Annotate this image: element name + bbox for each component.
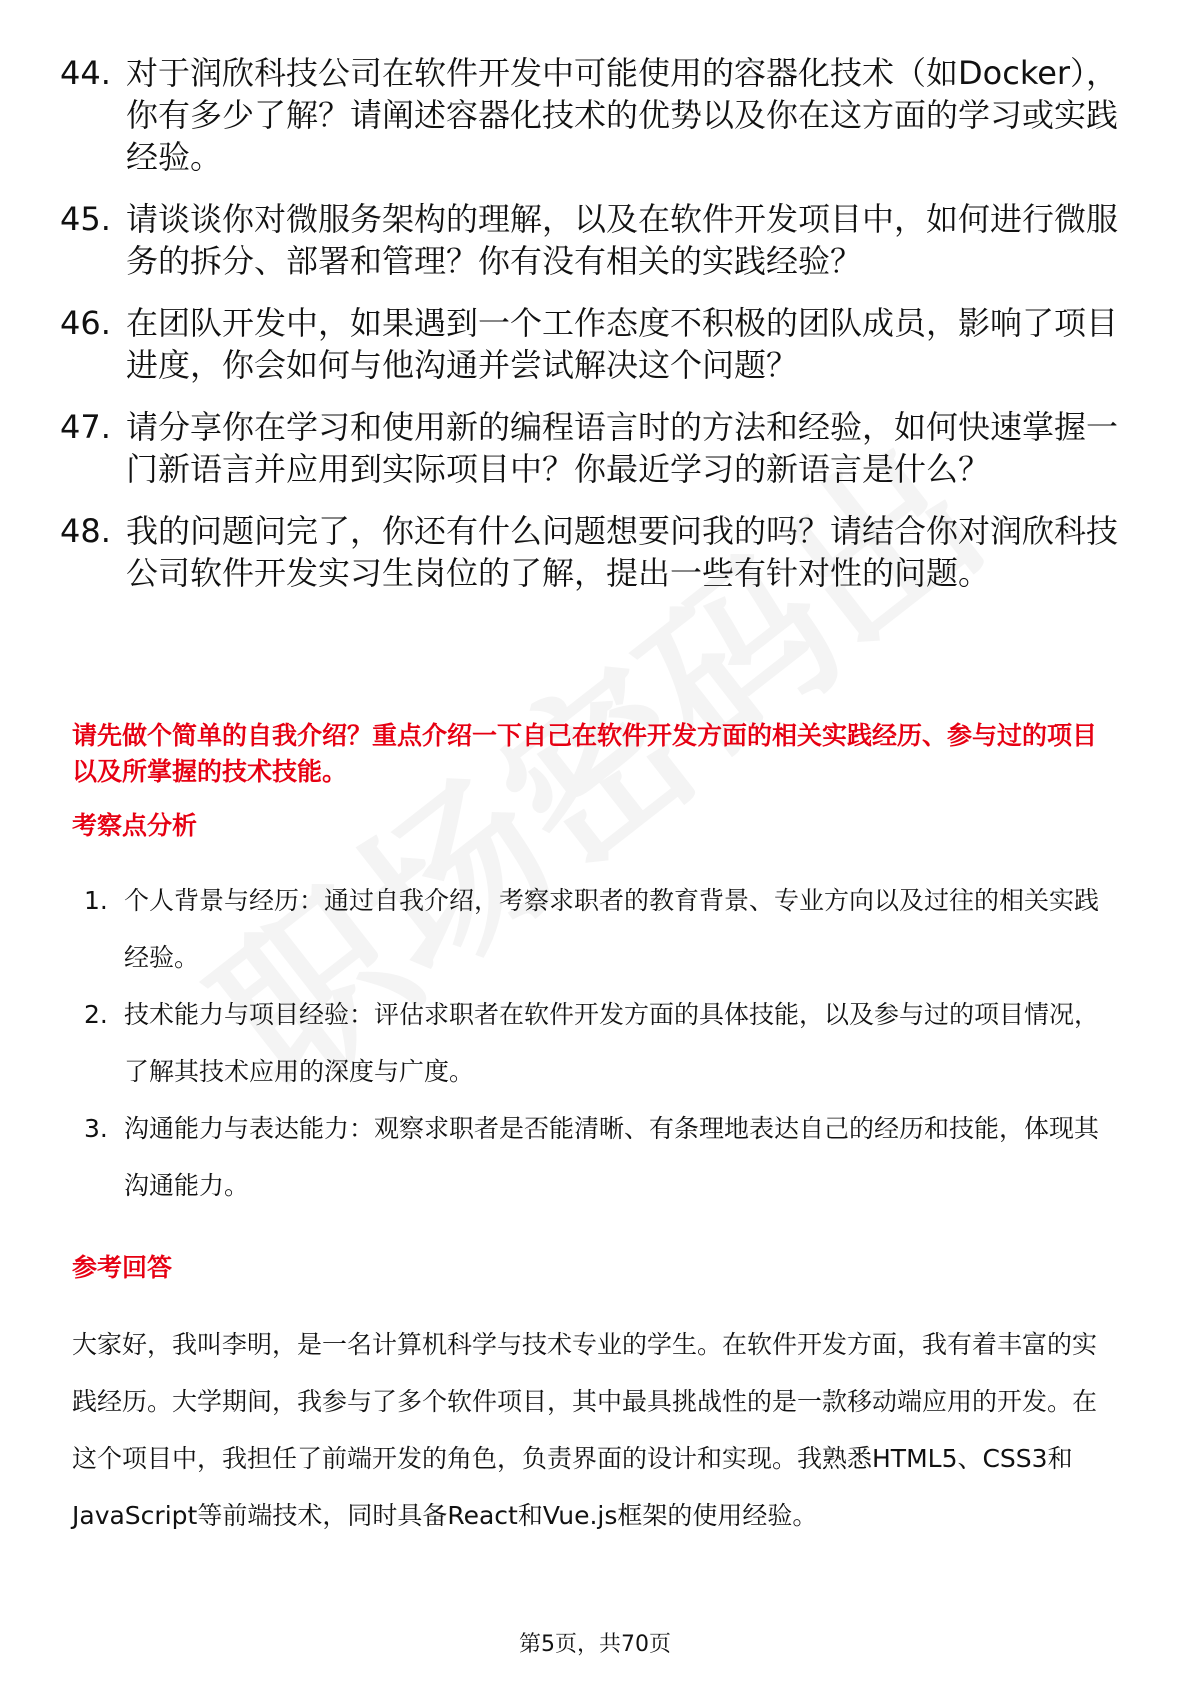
analysis-point-number: 2. <box>84 1000 108 1029</box>
analysis-point-number: 1. <box>84 886 108 915</box>
analysis-heading: 考察点分析 <box>72 811 198 840</box>
question-text: 请谈谈你对微服务架构的理解，以及在软件开发项目中，如何进行微服务的拆分、部署和管理？你有没有相关的实践经验？ <box>126 200 1119 280</box>
question-item <box>60 52 1120 178</box>
analysis-point-text: 个人背景与经历：通过自我介绍，考察求职者的教育背景、专业方向以及过往的相关实践经验。 <box>124 886 1100 972</box>
question-number: 45. <box>60 200 111 238</box>
analysis-point <box>84 1100 1120 1214</box>
question-text: 我的问题问完了，你还有什么问题想要问我的吗？请结合你对润欣科技公司软件开发实习生岗位的了解，提出一些有针对性的问题。 <box>126 512 1119 592</box>
analysis-point-text: 技术能力与项目经验：评估求职者在软件开发方面的具体技能，以及参与过的项目情况，了解其技术应用的深度与广度。 <box>124 1000 1100 1086</box>
analysis-point <box>84 872 1120 986</box>
question-text: 在团队开发中，如果遇到一个工作态度不积极的团队成员，影响了项目进度，你会如何与他沟通并尝试解决这个问题？ <box>126 304 1119 384</box>
featured-question: 请先做个简单的自我介绍？重点介绍一下自己在软件开发方面的相关实践经历、参与过的项目以及所掌握的技术技能。 <box>72 721 1098 786</box>
question-text: 请分享你在学习和使用新的编程语言时的方法和经验，如何快速掌握一门新语言并应用到实际项目中？你最近学习的新语言是什么？ <box>126 408 1119 488</box>
analysis-point-number: 3. <box>84 1114 108 1143</box>
question-number: 46. <box>60 304 111 342</box>
analysis-point-list <box>84 872 1120 1214</box>
question-number: 48. <box>60 512 111 550</box>
question-item <box>60 198 1120 282</box>
answer-heading: 参考回答 <box>72 1253 173 1282</box>
question-item <box>60 406 1120 490</box>
analysis-point <box>84 986 1120 1100</box>
question-item <box>60 302 1120 386</box>
question-number: 44. <box>60 54 111 92</box>
question-number: 47. <box>60 408 111 446</box>
answer-paragraph: 大家好，我叫李明，是一名计算机科学与技术专业的学生。在软件开发方面，我有着丰富的实践经历。大学期间，我参与了多个软件项目，其中最具挑战性的是一款移动端应用的开发。在这个项目中，我担任了前端开发的角色，负责界面的设计和实现。我熟悉HTML5、CSS3和JavaScript等前端技术，同时具备React和Vue.js框架的使用经验。 <box>72 1330 1098 1530</box>
question-list <box>60 52 1120 614</box>
question-item <box>60 510 1120 594</box>
analysis-point-text: 沟通能力与表达能力：观察求职者是否能清晰、有条理地表达自己的经历和技能，体现其沟通能力。 <box>124 1114 1100 1200</box>
page-footer: 第5页，共70页 <box>519 1632 671 1657</box>
question-text: 对于润欣科技公司在软件开发中可能使用的容器化技术（如Docker），你有多少了解？请阐述容器化技术的优势以及你在这方面的学习或实践经验。 <box>126 54 1119 176</box>
